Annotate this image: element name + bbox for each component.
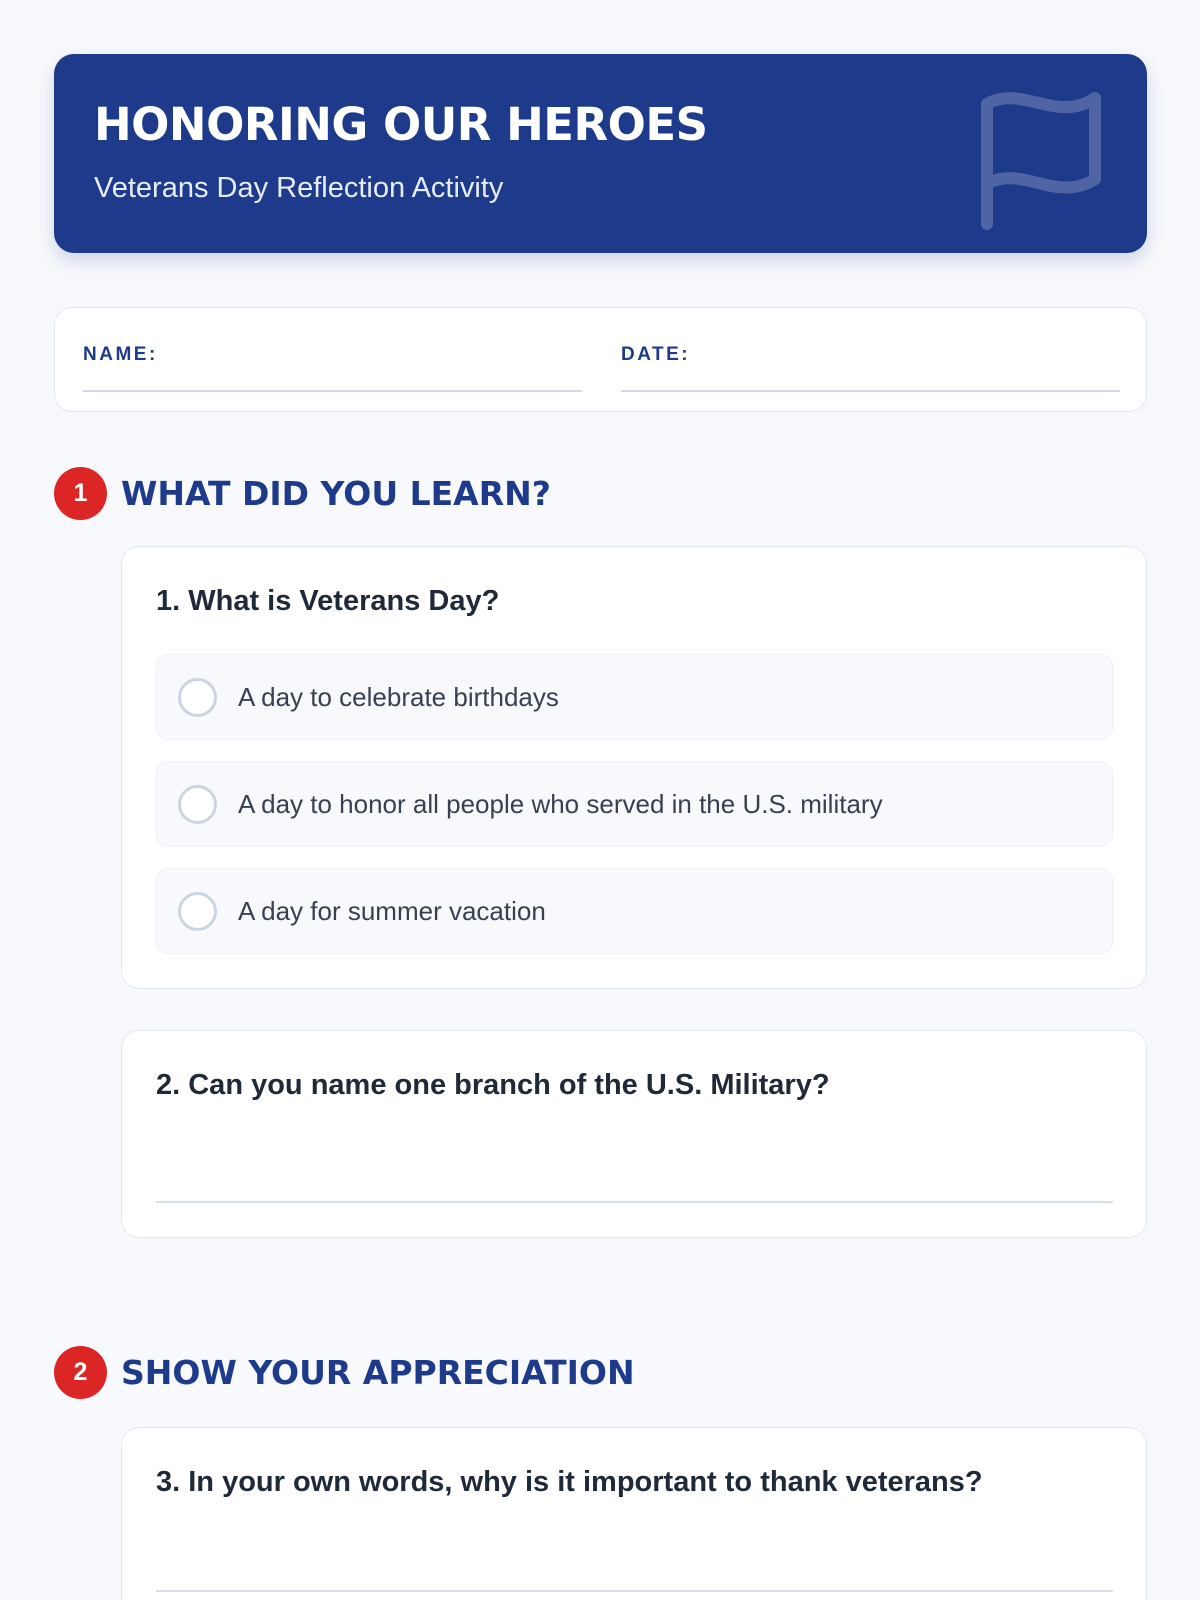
radio-button[interactable] [178, 678, 217, 717]
page-title: HONORING OUR HEROES [94, 98, 708, 151]
flag-icon [977, 84, 1103, 234]
option-label: A day to honor all people who served in the U.S. military [238, 788, 883, 819]
question-1-option-b[interactable] [156, 761, 1113, 847]
question-3-card [121, 1427, 1147, 1600]
question-2-answer-input[interactable] [156, 1159, 1113, 1203]
option-label: A day for summer vacation [238, 895, 546, 926]
option-label: A day to celebrate birthdays [238, 681, 559, 712]
question-2-card [121, 1030, 1147, 1238]
date-field [621, 344, 1120, 392]
question-1-option-c[interactable] [156, 868, 1113, 954]
question-1-option-a[interactable] [156, 654, 1113, 740]
section-1-badge: 1 [54, 467, 107, 520]
section-2-badge: 2 [54, 1346, 107, 1399]
question-3-answer-input[interactable] [156, 1548, 1113, 1592]
name-field [83, 344, 582, 392]
name-input[interactable] [203, 340, 582, 380]
question-3-text: 3. In your own words, why is it important to thank veterans? [156, 1466, 983, 1498]
name-label: NAME: [83, 344, 158, 365]
date-label: DATE: [621, 344, 691, 365]
radio-button[interactable] [178, 892, 217, 931]
section-1-title: WHAT DID YOU LEARN? [121, 473, 551, 513]
student-info-card [54, 307, 1147, 412]
section-2-heading [54, 1345, 635, 1399]
section-1-heading [54, 466, 551, 520]
header-banner [54, 54, 1147, 253]
date-input[interactable] [721, 340, 1120, 380]
question-1-text: 1. What is Veterans Day? [156, 585, 500, 617]
radio-button[interactable] [178, 785, 217, 824]
page-subtitle: Veterans Day Reflection Activity [94, 172, 504, 204]
question-2-text: 2. Can you name one branch of the U.S. Military? [156, 1069, 830, 1101]
section-2-title: SHOW YOUR APPRECIATION [121, 1352, 635, 1392]
question-1-card [121, 546, 1147, 989]
